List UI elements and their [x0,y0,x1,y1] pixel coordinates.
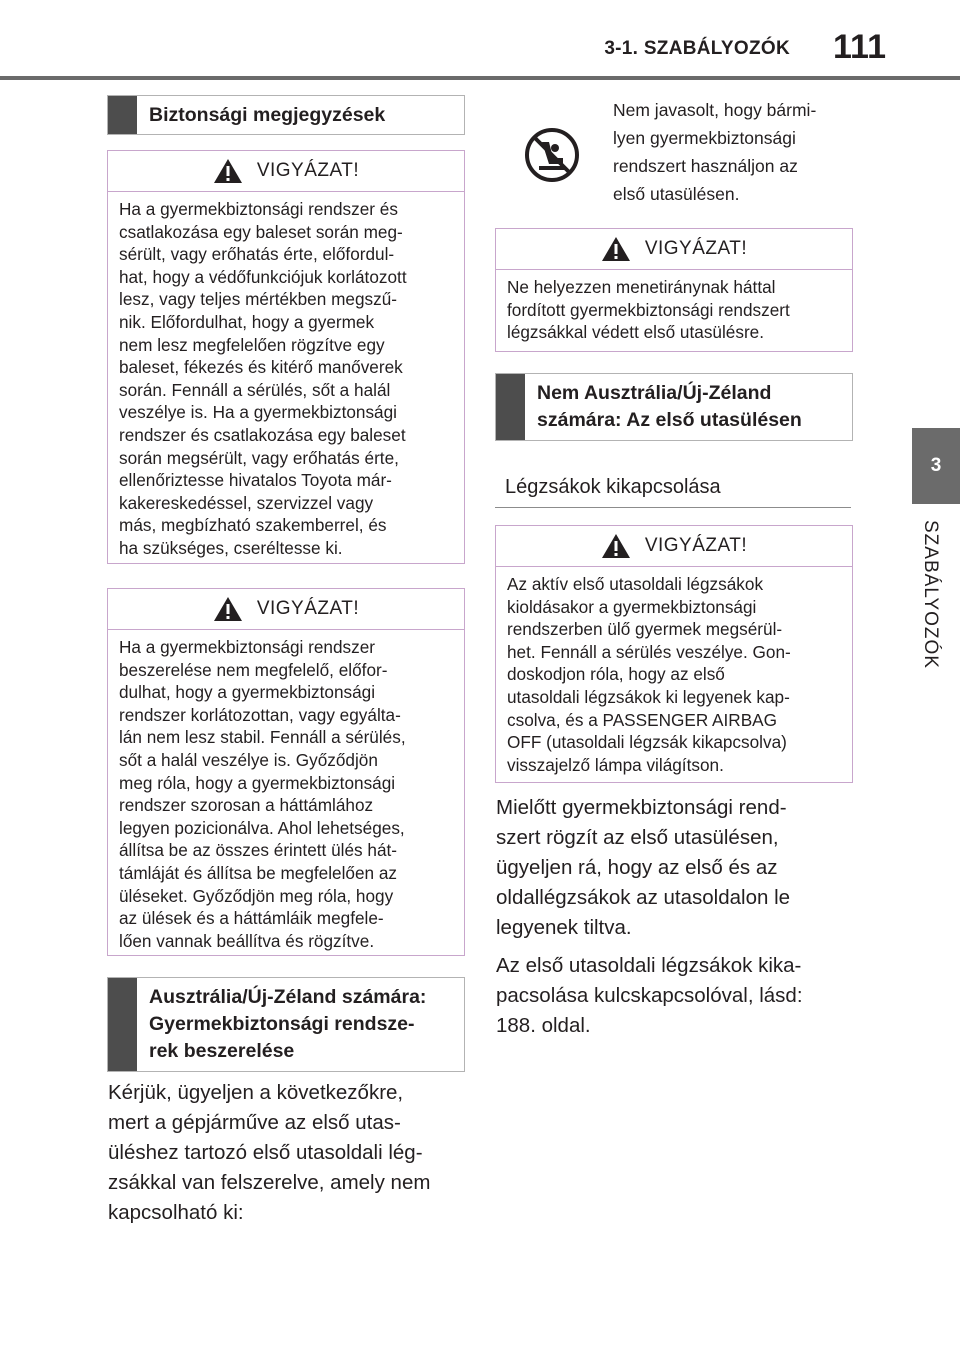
paragraph-key-switch [496,951,856,1041]
heading-text [137,978,438,1071]
paragraph-note [108,1078,468,1228]
warning-line: kakereskedéssel, szervizzel vagy [119,492,374,513]
warning-title: VIGYÁZAT! [256,598,360,619]
warning-triangle-icon [213,158,243,184]
warning-line: beszerelése nem megfelelő, előfor- [119,659,388,680]
warning-line: lesz, vagy teljes mértékben megszű- [119,289,397,310]
warning-line: Ha a gyermekbiztonsági rendszer [119,637,376,657]
warning-box-damage [107,150,465,564]
heading-line: Ausztrália/Új-Zéland számára: [149,986,427,1008]
paragraph-line: Az első utasoldali légzsákok kika- [496,954,802,977]
paragraph-line: Mielőtt gyermekbiztonsági rend- [496,796,787,819]
warning-line: csolva, és a PASSENGER AIRBAG [507,709,778,730]
warning-body [496,270,852,352]
warning-line: dulhat, hogy a gyermekbiztonsági [119,682,376,703]
no-child-seat-icon [525,128,579,182]
warning-line: legyen pozicionálva. Ahol lehetséges, [119,817,405,838]
chapter-label: SZABÁLYOZÓK [920,520,941,669]
header-rule [0,76,960,80]
warning-line: kioldásakor a gyermekbiztonsági [507,596,757,617]
heading-bar [108,96,137,134]
paragraph-line: Kérjük, ügyeljen a következőkre, [108,1081,404,1104]
warning-triangle-icon [213,596,243,622]
caption-line: első utasülésen. [613,184,740,204]
warning-line: meg róla, hogy a gyermekbiztonsági [119,772,396,793]
paragraph-line: üléshez tartozó első utasoldali lég- [108,1141,423,1164]
heading-line: Nem Ausztrália/Új-Zéland [537,382,772,404]
heading-australia-installation [107,977,465,1072]
warning-line: het. Fennáll a sérülés veszélye. Gon- [507,641,791,662]
warning-box-rear-facing [495,228,853,352]
paragraph-line: pacsolása kulcskapcsolóval, lásd: [496,984,803,1007]
warning-line: sőt a halál veszélye is. Győződjön [119,749,378,770]
warning-line: nem lesz megfelelően rögzítve egy [119,334,385,355]
warning-line: sérült, vagy erőhatás érte, előfordul- [119,244,395,265]
warning-line: az ülések és a háttámláik megfele- [119,908,384,929]
warning-body [496,567,852,784]
warning-header [496,229,852,270]
section-title: 3-1. SZABÁLYOZÓK [604,38,790,59]
paragraph-line: ügyeljen rá, hogy az első és az [496,856,778,879]
warning-line: utasoldali légzsákok ki legyenek kap- [507,686,790,707]
warning-line: rendszer és csatlakozása egy baleset [119,424,406,445]
warning-header [496,526,852,567]
warning-line: más, megbízható szakemberrel, és [119,515,387,536]
heading-line: számára: Az első utasülésen [537,409,802,431]
heading-not-australia [495,373,853,441]
page-number: 111 [833,28,886,66]
warning-line: állítsa be az összes érintett ülés hát- [119,840,398,861]
warning-line: fordított gyermekbiztonsági rendszert [507,299,790,320]
warning-body [108,192,464,568]
paragraph-line: kapcsolható ki: [108,1201,244,1224]
warning-line: rendszer szorosan a háttámlához [119,795,374,816]
warning-header [108,151,464,192]
paragraph-line: szert rögzít az első utasülésen, [496,826,779,849]
warning-line: lően vannak beállítva és rögzítve. [119,930,375,951]
paragraph-line: 188. oldal. [496,1014,591,1037]
heading-bar [108,978,137,1071]
heading-text: Biztonsági megjegyzések [149,103,386,126]
caption-line: Nem javasolt, hogy bármi- [613,100,817,120]
caption-line: lyen gyermekbiztonsági [613,128,796,148]
warning-body [108,630,464,960]
picture-caption [613,96,853,208]
warning-line: nik. Előfordulhat, hogy a gyermek [119,311,375,332]
heading-line: rek beszerelése [149,1040,295,1062]
heading-line: Gyermekbiztonsági rendsze- [149,1013,415,1035]
warning-line: hat, hogy a védőfunkciójuk korlátozott [119,266,407,287]
warning-box-airbag [495,525,853,783]
warning-line: során megsérült, vagy erőhatás érte, [119,447,399,468]
warning-line: visszajelző lámpa világítson. [507,754,724,775]
paragraph-line: mert a gépjárműve az első utas- [108,1111,401,1134]
paragraph-line: legyenek tiltva. [496,916,632,939]
paragraph-line: zsákkal van felszerelve, amely nem [108,1171,431,1194]
paragraph-line: oldallégzsákok az utasoldalon le [496,886,791,909]
warning-line: OFF (utasoldali légzsák kikapcsolva) [507,732,787,753]
warning-line: ellenőriztesse hivatalos Toyota már- [119,470,392,491]
subheading-airbag-deactivation: Légzsákok kikapcsolása [495,476,851,508]
warning-line: csatlakozása egy baleset során meg- [119,221,403,242]
warning-title: VIGYÁZAT! [644,238,748,259]
heading-safety-notes [107,95,465,135]
warning-line: rendszer korlátozottan, vagy egyálta- [119,704,401,725]
warning-triangle-icon [601,533,631,559]
caption-line: rendszert használjon az [613,156,798,176]
warning-box-installation [107,588,465,956]
warning-line: veszélye is. Ha a gyermekbiztonsági [119,402,397,423]
warning-header [108,589,464,630]
warning-line: baleset, fékezés és kitérő manőverek [119,357,403,378]
warning-line: rendszerben ülő gyermek megsérül- [507,619,783,640]
warning-line: Ha a gyermekbiztonsági rendszer és [119,199,398,219]
warning-triangle-icon [601,236,631,262]
warning-line: során. Fennáll a sérülés, sőt a halál [119,379,391,400]
warning-line: üléseket. Győződjön meg róla, hogy [119,885,394,906]
heading-bar [496,374,525,440]
paragraph-before-install [496,793,856,943]
warning-line: lán nem lesz stabil. Fennáll a sérülés, [119,727,406,748]
warning-line: Az aktív első utasoldali légzsákok [507,574,764,594]
chapter-tab: 3 [912,428,960,504]
warning-line: Ne helyezzen menetiránynak háttal [507,277,776,297]
warning-line: támláját és állítsa be megfelelően az [119,862,398,883]
heading-text [525,374,814,440]
warning-line: légzsákkal védett első utasülésre. [507,322,764,343]
warning-line: doskodjon róla, hogy az első [507,664,725,685]
warning-line: ha szükséges, cseréltesse ki. [119,537,343,558]
warning-title: VIGYÁZAT! [644,535,748,556]
warning-title: VIGYÁZAT! [256,160,360,181]
